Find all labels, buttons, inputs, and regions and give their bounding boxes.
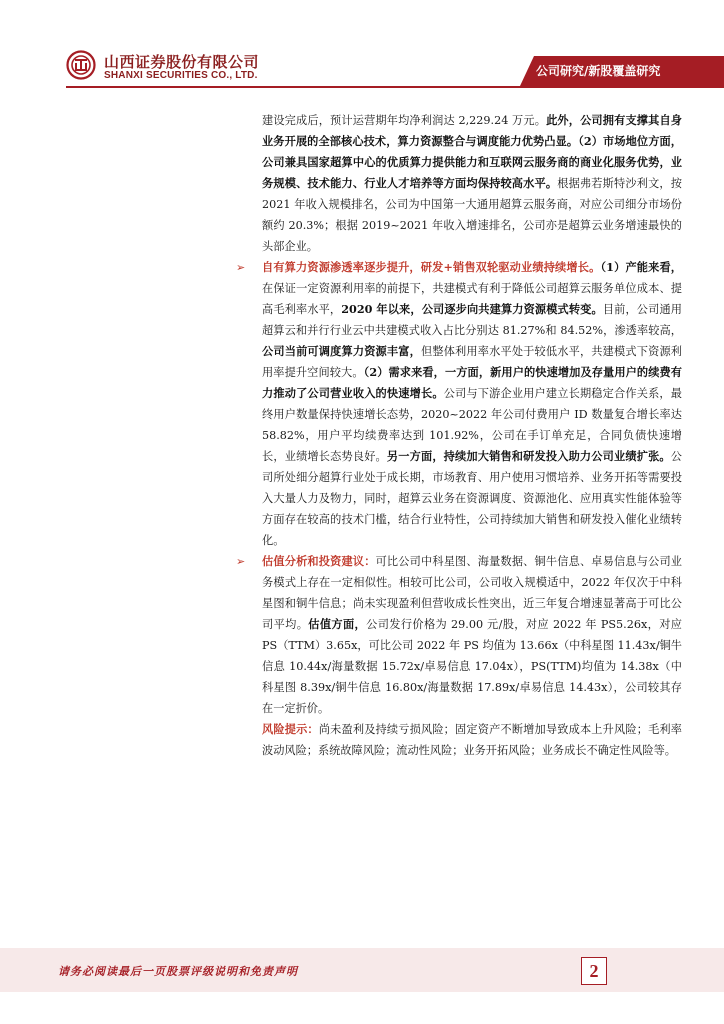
- paragraph-continuation: [262, 110, 682, 257]
- bold-run: 另一方面，持续加大销售和研发投入助力公司业绩扩张。: [386, 449, 671, 463]
- company-logo-icon: [66, 50, 96, 80]
- bullet-title: 自有算力资源渗透率逐步提升，研发+销售双轮驱动业绩持续增长。: [262, 260, 601, 274]
- bullet-title: 估值分析和投资建议：: [262, 554, 376, 568]
- bold-run: 2020 年以来，公司逐步向共建算力资源模式转变。: [341, 302, 603, 316]
- text-run: 根据弗若斯特沙利文，按 2021 年收入规模排名，公司为中国第一大通用超算云服务商，对应公司细分市场份额约 20.3%；根据 2019~2021 年收入增速排名，公司亦是超算云业务增速最快的头部企业。: [262, 177, 682, 253]
- section-label: 公司研究/新股覆盖研究: [536, 64, 661, 78]
- text-run: 但整体利用率水平处于较低水平，共建模式下资源利用率提升空间较大。: [262, 345, 682, 379]
- text-run: 可比公司中科星图、海量数据、铜牛信息、卓易信息与公司业务模式上存在一定相似性。相较可比公司，公司收入规模适中，2022 年仅次于中科星图和铜牛信息；尚未实现盈利但营收成长性突出，近三年复合增速显著高于可比公司平均。: [262, 555, 682, 631]
- bold-run: （1）产能来看，: [600, 260, 682, 274]
- header-divider: [66, 86, 724, 88]
- page-header: [0, 0, 724, 92]
- bullet-valuation: [236, 551, 682, 719]
- risk-warning: [236, 719, 682, 761]
- text-run: 在保证一定资源利用率的前提下，共建模式有利于降低公司超算云服务单位成本、提高毛利率水平，: [262, 282, 682, 316]
- text-run: 公司所处细分超算行业处于成长期，市场教育、用户使用习惯培养、业务开拓等需要投入大量人力及物力，同时，超算云业务在资源调度、资源池化、应用真实性能体验等方面存在较高的技术门槛，结合行业特性，公司持续加大销售和研发投入催化业绩转化。: [262, 450, 682, 547]
- text-run: 公司发行价格为 29.00 元/股，对应 2022 年 PS5.26x，对应 PS（TTM）3.65x，可比公司 2022 年 PS 均值为 13.66x（中科星图 11.43x/铜牛信息 10.44x/海量数据 15.72x/卓易信息 17.04x），PS(TTM)均值为 14.38x（中科星图 8.39x/铜牛信息 16.80x/海量数据 17.89x/卓易信息 14.43x），公司较其存在一定折价。: [262, 618, 682, 715]
- bullet-arrow-icon: ➢: [236, 555, 246, 568]
- company-name-en: SHANXI SECURITIES CO., LTD.: [104, 70, 258, 81]
- page-number: 2: [581, 957, 607, 985]
- text-run: 建设完成后，预计运营期年均净利润达 2,229.24 万元。: [262, 114, 547, 127]
- bold-run: 估值方面，: [308, 617, 367, 631]
- text-run: 目前，公司通用超算云和并行行业云中共建模式收入占比分别达 81.27%和 84.52%，渗透率较高，: [262, 303, 682, 337]
- bold-run: 此外，公司拥有支撑其自身业务开展的全部核心技术，算力资源整合与调度能力优势凸显。（2）市场地位方面，公司兼具国家超算中心的优质算力提供能力和互联网云服务商的商业化服务优势，业务规模、技术能力、行业人才培养等方面均保持较高水平。: [262, 113, 682, 190]
- risk-title: 风险提示：: [262, 722, 319, 736]
- bold-run: 公司当前可调度算力资源丰富，: [262, 344, 421, 358]
- bullet-arrow-icon: ➢: [236, 261, 246, 274]
- report-body: [236, 110, 682, 761]
- bullet-compute-resources: [236, 257, 682, 551]
- footer-disclaimer: 请务必阅读最后一页股票评级说明和免责声明: [58, 965, 298, 978]
- company-name-cn: 山西证券股份有限公司: [104, 53, 260, 71]
- text-run: 公司与下游企业用户建立长期稳定合作关系，最终用户数量保持快速增长态势，2020~2022 年公司付费用户 ID 数量复合增长率达 58.82%，用户平均续费率达到 101.92%，公司在手订单充足，合同负债快速增长，业绩增长态势良好。: [262, 387, 682, 463]
- bold-run: （2）需求来看，一方面，新用户的快速增加及存量用户的续费有力推动了公司营业收入的快速增长。: [262, 365, 682, 400]
- risk-text: 尚未盈利及持续亏损风险；固定资产不断增加导致成本上升风险；毛利率波动风险；系统故障风险；流动性风险；业务开拓风险；业务成长不确定性风险等。: [262, 723, 682, 757]
